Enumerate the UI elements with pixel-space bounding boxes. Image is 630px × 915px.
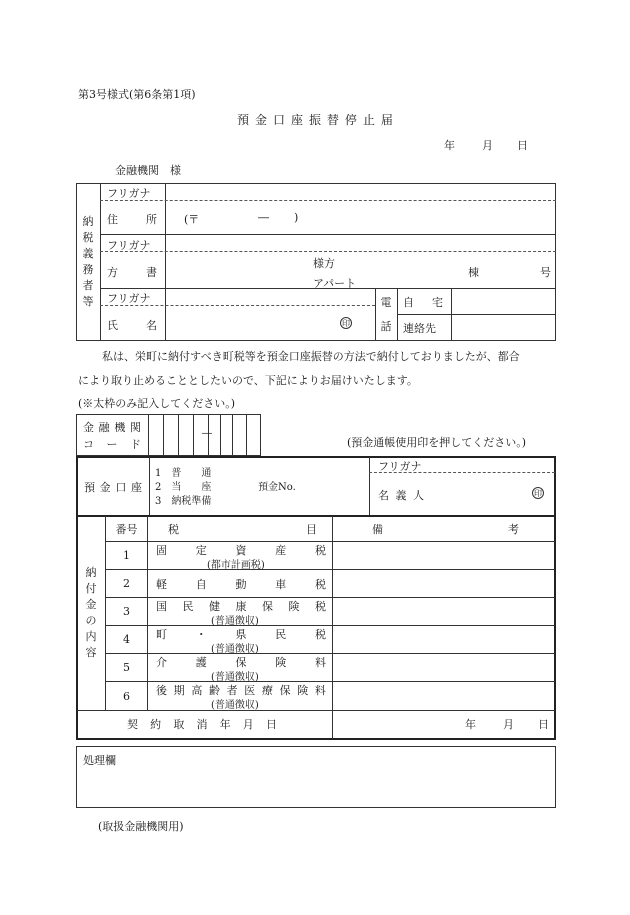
date-day-label: 日 <box>517 139 528 152</box>
seal-mark-icon: 印 <box>342 318 350 328</box>
account-no-input[interactable] <box>300 474 366 494</box>
katagaki-input[interactable] <box>170 253 550 287</box>
contact-phone-label: 連絡先 <box>403 322 436 335</box>
name-input[interactable] <box>170 307 370 339</box>
building-label: 棟 <box>468 266 479 279</box>
bank-code-input[interactable] <box>149 415 259 455</box>
row-5-tax-name: 介 護 保 険 料 <box>156 656 326 669</box>
seal-note: (預金通帳使用印を押してください。) <box>347 436 527 449</box>
statement-line-1: 私は、栄町に納付すべき町税等を預金口座振替の方法で納付しておりましたが、都合 <box>102 350 520 363</box>
contact-phone-input[interactable] <box>455 317 553 339</box>
furigana-label-address: フリガナ <box>107 187 151 200</box>
row-2-remarks-input[interactable] <box>336 572 552 595</box>
postal-close: ) <box>294 211 299 224</box>
cancel-date-input[interactable] <box>336 712 552 736</box>
furigana-label-name: フリガナ <box>107 292 151 305</box>
row-6-tax-sub: (普通徴収) <box>211 700 259 711</box>
processing-footer: (取扱金融機関用) <box>98 820 184 833</box>
statement-line-2: により取り止めることとしたいので、下記によりお届けいたします。 <box>78 374 418 387</box>
bank-code-label-1: 金 融 機 関 <box>83 421 141 434</box>
col-remarks-header: 備 <box>372 523 383 536</box>
taxpayer-group-label: 納 税 義 務 者 等 <box>82 215 94 308</box>
phone-label: 電 話 <box>380 295 392 333</box>
fill-note: (※太枠のみ記入してください。) <box>78 397 236 410</box>
holder-furigana-label: フリガナ <box>378 460 422 473</box>
katagaki-label: 方 書 <box>107 266 157 279</box>
row-3-number: 3 <box>123 605 130 618</box>
cancel-month-label: 月 <box>503 718 514 731</box>
cancel-day-label: 日 <box>538 718 549 731</box>
account-type-3[interactable]: 3 納税準備 <box>155 496 212 507</box>
col-tax-header-end: 目 <box>306 523 317 536</box>
addressee: 金融機関 様 <box>115 164 181 177</box>
form-number: 第3号様式(第6条第1項) <box>78 88 196 101</box>
col-tax-header: 税 <box>168 523 179 536</box>
processing-label: 処理欄 <box>83 754 116 767</box>
date-month-label: 月 <box>482 139 493 152</box>
name-label: 氏 名 <box>107 319 157 332</box>
row-4-number: 4 <box>123 633 130 646</box>
row-1-tax-sub: (都市計画税) <box>207 560 265 571</box>
cancel-date-label: 契 約 取 消 年 月 日 <box>127 718 277 731</box>
bank-code-label-2: コ ー ド <box>83 438 141 451</box>
date-year-label: 年 <box>444 139 455 152</box>
home-phone-label: 自 宅 <box>403 296 443 309</box>
sama-kata-label: 様方 <box>313 257 335 270</box>
home-phone-input[interactable] <box>455 291 553 312</box>
account-type-2[interactable]: 2 当 座 <box>155 482 212 493</box>
row-5-remarks-input[interactable] <box>336 656 552 679</box>
holder-seal-icon: 印 <box>534 488 542 498</box>
row-6-remarks-input[interactable] <box>336 684 552 708</box>
row-1-remarks-input[interactable] <box>336 544 552 567</box>
account-label: 預 金 口 座 <box>84 481 142 494</box>
row-5-tax-sub: (普通徴収) <box>211 672 259 683</box>
row-5-number: 5 <box>123 661 130 674</box>
holder-input[interactable] <box>430 477 528 511</box>
postal-open: (〒 <box>184 213 200 226</box>
processing-box <box>76 746 556 808</box>
bank-code-dash: ― <box>202 428 212 439</box>
postal-dash: ― <box>258 211 269 224</box>
row-3-remarks-input[interactable] <box>336 600 552 623</box>
account-type-1[interactable]: 1 普 通 <box>155 468 212 479</box>
holder-label: 名 義 人 <box>378 489 424 502</box>
row-3-tax-sub: (普通徴収) <box>211 616 259 627</box>
row-1-tax-name: 固 定 資 産 税 <box>156 544 326 557</box>
row-2-number: 2 <box>123 577 130 590</box>
row-1-number: 1 <box>123 549 130 562</box>
room-label: 号 <box>540 266 551 279</box>
apartment-label: アパート <box>313 277 357 290</box>
row-3-tax-name: 国 民 健 康 保 険 税 <box>156 600 326 613</box>
col-remarks-header-end: 考 <box>508 523 519 536</box>
row-2-tax-name: 軽 自 動 車 税 <box>156 578 326 591</box>
row-6-number: 6 <box>123 689 130 703</box>
cancel-year-label: 年 <box>465 718 476 731</box>
address-input[interactable] <box>176 196 546 232</box>
payment-group-label: 納 付 金 の 内 容 <box>85 566 97 659</box>
row-4-tax-name: 町 ・ 県 民 税 <box>156 628 326 641</box>
row-4-tax-sub: (普通徴収) <box>211 644 259 655</box>
col-number-header: 番号 <box>115 522 138 536</box>
account-no-label: 預金No. <box>258 482 296 493</box>
row-6-tax-name: 後 期 高 齢 者 医 療 保 険 料 <box>156 684 326 697</box>
form-title: 預 金 口 座 振 替 停 止 届 <box>237 113 393 127</box>
address-label: 住 所 <box>107 213 157 226</box>
row-4-remarks-input[interactable] <box>336 628 552 651</box>
furigana-label-katagaki: フリガナ <box>107 239 151 252</box>
